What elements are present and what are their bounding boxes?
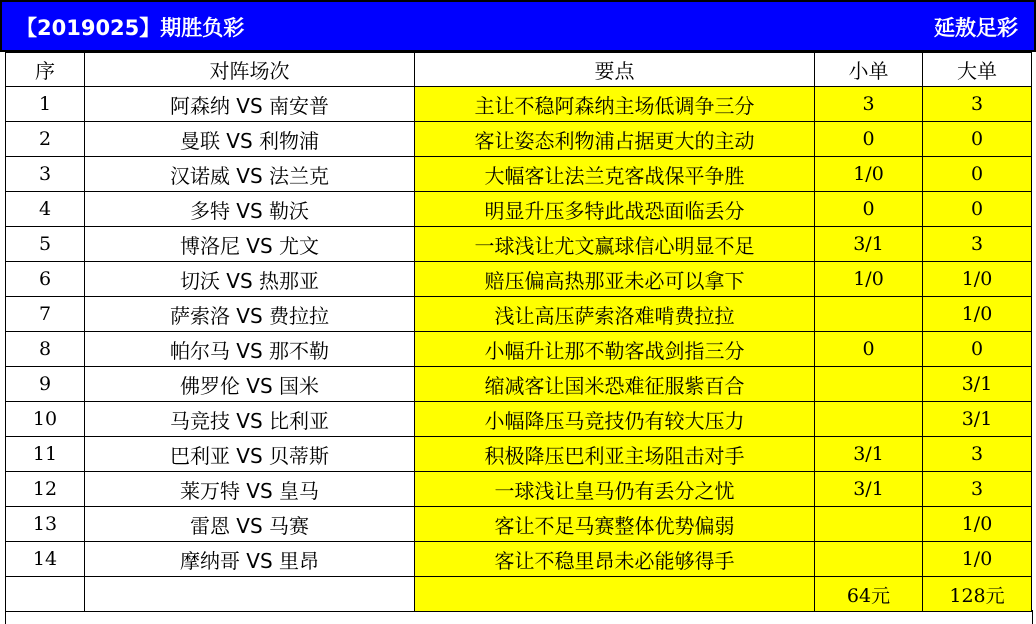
big-bet-cell: 1/0	[923, 542, 1032, 577]
small-bet-cell: 0	[815, 192, 923, 227]
big-total-cell: 128元	[923, 577, 1032, 612]
total-empty-cell	[6, 577, 85, 612]
big-bet-cell: 0	[923, 332, 1032, 367]
key-point-cell: 赔压偏高热那亚未必可以拿下	[415, 262, 815, 297]
table-row	[6, 122, 1032, 157]
small-bet-cell	[815, 402, 923, 437]
match-cell: 雷恩 VS 马赛	[85, 507, 415, 542]
col-header-no: 序	[6, 53, 85, 87]
total-row	[6, 577, 1032, 612]
small-bet-cell: 3/1	[815, 437, 923, 472]
page-title: 【2019025】期胜负彩	[16, 16, 245, 40]
row-number-cell: 2	[6, 122, 85, 157]
match-cell: 多特 VS 勒沃	[85, 192, 415, 227]
row-number-cell: 12	[6, 472, 85, 507]
row-number-cell: 4	[6, 192, 85, 227]
row-number-cell: 3	[6, 157, 85, 192]
lottery-table	[5, 52, 1032, 612]
small-bet-cell: 3/1	[815, 227, 923, 262]
col-header-small: 小单	[815, 53, 923, 87]
row-number-cell: 14	[6, 542, 85, 577]
key-point-cell: 积极降压巴利亚主场阻击对手	[415, 437, 815, 472]
match-cell: 巴利亚 VS 贝蒂斯	[85, 437, 415, 472]
total-empty-cell	[415, 577, 815, 612]
big-bet-cell: 1/0	[923, 262, 1032, 297]
row-number-cell: 9	[6, 367, 85, 402]
table-row	[6, 402, 1032, 437]
table-row	[6, 192, 1032, 227]
key-point-cell: 一球浅让皇马仍有丢分之忧	[415, 472, 815, 507]
small-bet-cell: 1/0	[815, 157, 923, 192]
row-number-cell: 1	[6, 87, 85, 122]
small-bet-cell: 3/1	[815, 472, 923, 507]
match-cell: 马竞技 VS 比利亚	[85, 402, 415, 437]
table-row	[6, 542, 1032, 577]
table-header-row	[6, 53, 1032, 87]
row-number-cell: 10	[6, 402, 85, 437]
row-number-cell: 7	[6, 297, 85, 332]
key-point-cell: 大幅客让法兰克客战保平争胜	[415, 157, 815, 192]
key-point-cell: 客让不足马赛整体优势偏弱	[415, 507, 815, 542]
table-row	[6, 472, 1032, 507]
key-point-cell: 浅让高压萨索洛难啃费拉拉	[415, 297, 815, 332]
table-row	[6, 157, 1032, 192]
match-cell: 曼联 VS 利物浦	[85, 122, 415, 157]
row-number-cell: 6	[6, 262, 85, 297]
key-point-cell: 缩减客让国米恐难征服紫百合	[415, 367, 815, 402]
row-number-cell: 13	[6, 507, 85, 542]
key-point-cell: 小幅降压马竞技仍有较大压力	[415, 402, 815, 437]
row-number-cell: 11	[6, 437, 85, 472]
big-bet-cell: 3	[923, 472, 1032, 507]
table-row	[6, 507, 1032, 542]
table-row	[6, 87, 1032, 122]
table-row	[6, 262, 1032, 297]
big-bet-cell: 1/0	[923, 507, 1032, 542]
small-bet-cell	[815, 507, 923, 542]
big-bet-cell: 0	[923, 157, 1032, 192]
table-row	[6, 227, 1032, 262]
match-cell: 佛罗伦 VS 国米	[85, 367, 415, 402]
match-cell: 摩纳哥 VS 里昂	[85, 542, 415, 577]
table-bottom-edge	[5, 610, 1033, 624]
match-cell: 萨索洛 VS 费拉拉	[85, 297, 415, 332]
match-cell: 阿森纳 VS 南安普	[85, 87, 415, 122]
small-bet-cell	[815, 367, 923, 402]
key-point-cell: 主让不稳阿森纳主场低调争三分	[415, 87, 815, 122]
match-cell: 帕尔马 VS 那不勒	[85, 332, 415, 367]
big-bet-cell: 1/0	[923, 297, 1032, 332]
key-point-cell: 一球浅让尤文赢球信心明显不足	[415, 227, 815, 262]
small-bet-cell: 0	[815, 332, 923, 367]
row-number-cell: 5	[6, 227, 85, 262]
big-bet-cell: 3/1	[923, 367, 1032, 402]
match-cell: 切沃 VS 热那亚	[85, 262, 415, 297]
big-bet-cell: 3	[923, 437, 1032, 472]
big-bet-cell: 0	[923, 192, 1032, 227]
header-banner	[0, 0, 1036, 52]
table-row	[6, 437, 1032, 472]
small-bet-cell: 1/0	[815, 262, 923, 297]
big-bet-cell: 3	[923, 87, 1032, 122]
key-point-cell: 小幅升让那不勒客战剑指三分	[415, 332, 815, 367]
col-header-point: 要点	[415, 53, 815, 87]
key-point-cell: 客让姿态利物浦占据更大的主动	[415, 122, 815, 157]
small-bet-cell: 3	[815, 87, 923, 122]
total-empty-cell	[85, 577, 415, 612]
key-point-cell: 明显升压多特此战恐面临丢分	[415, 192, 815, 227]
table-row	[6, 297, 1032, 332]
col-header-big: 大单	[923, 53, 1032, 87]
row-number-cell: 8	[6, 332, 85, 367]
table-row	[6, 332, 1032, 367]
small-bet-cell	[815, 297, 923, 332]
big-bet-cell: 3/1	[923, 402, 1032, 437]
col-header-match: 对阵场次	[85, 53, 415, 87]
big-bet-cell: 0	[923, 122, 1032, 157]
author-label: 延敖足彩	[934, 16, 1018, 40]
small-bet-cell: 0	[815, 122, 923, 157]
match-cell: 莱万特 VS 皇马	[85, 472, 415, 507]
match-cell: 汉诺威 VS 法兰克	[85, 157, 415, 192]
table-row	[6, 367, 1032, 402]
key-point-cell: 客让不稳里昂未必能够得手	[415, 542, 815, 577]
small-bet-cell	[815, 542, 923, 577]
match-cell: 博洛尼 VS 尤文	[85, 227, 415, 262]
big-bet-cell: 3	[923, 227, 1032, 262]
small-total-cell: 64元	[815, 577, 923, 612]
